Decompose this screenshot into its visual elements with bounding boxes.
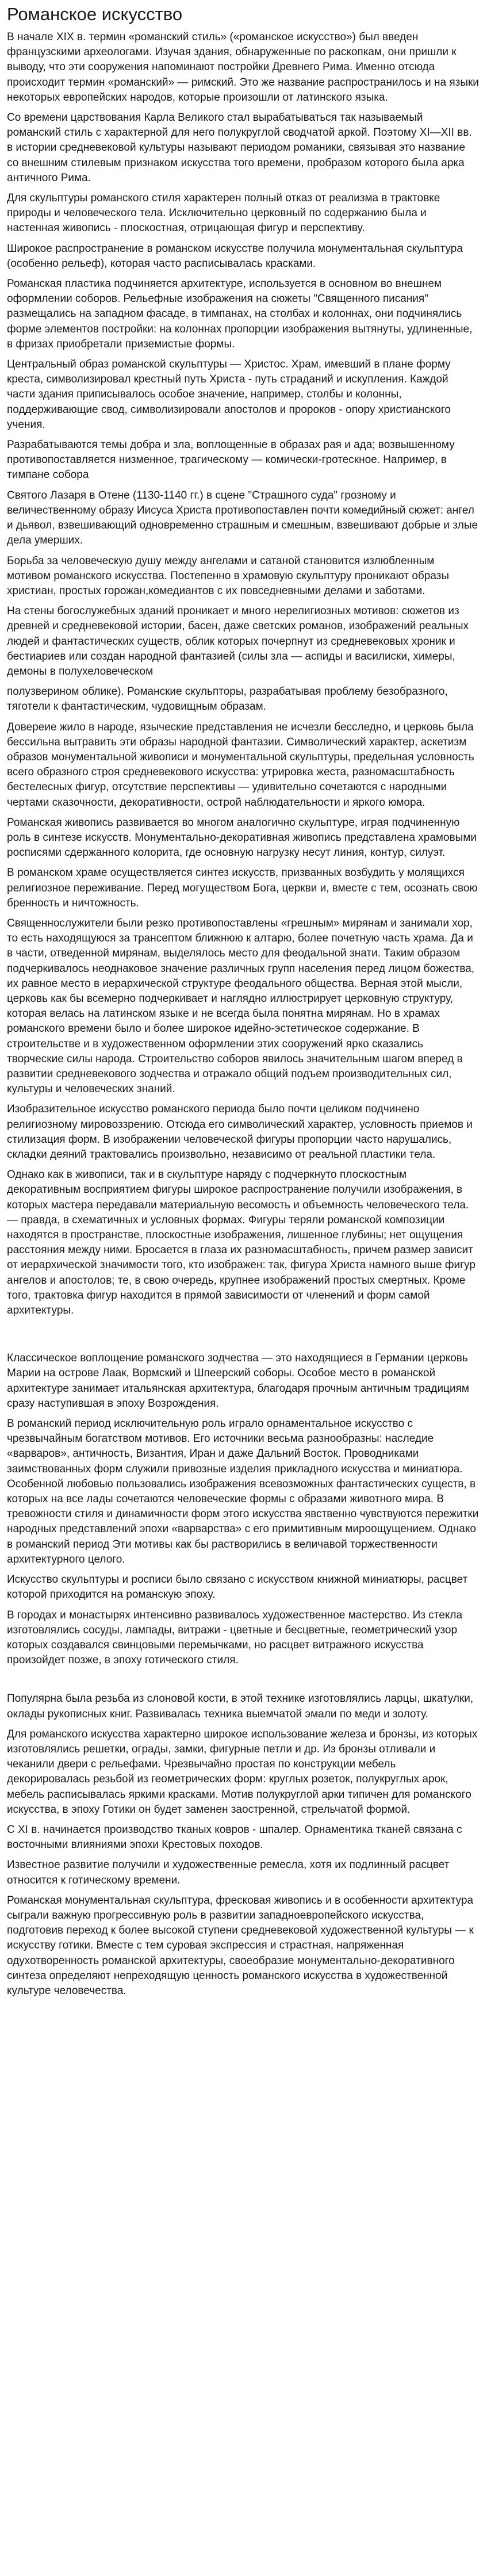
- paragraph: Изобразительное искусство романского периода было почти целиком подчинено религиозному мировоззрению. Отсюда его символический характер, условность приемов и стилизация форм. В изображении человеческой фигуры пропорции часто нарушались, складки деяний трактовались произвольно, независимо от реальной пластики тела.: [7, 1103, 473, 1161]
- section-architecture: [7, 1351, 479, 1668]
- paragraph: Однако как в живописи, так и в скульптуре наряду с подчеркнуто плоскостным декоративным восприятием фигуры широкое распространение получили изображения, в которых мастера передавали материальную весомость и объемность человеческого тела.— правда, в схематичных и условных формах. Фигуры теряли романской композиции находятся в пространстве, плоскостные изображения, лишенное глубины; нет ощущения расстояния между ними. Бросается в глаза их разномасштабность, причем размер зависит от иерархической значимости того, кто изображен: так, фигура Христа намного выше фигур ангелов и апостолов; те, в свою очередь, крупнее изображений простых смертных. Кроме того, трактовка фигур находится в прямой зависимости от членений и форм самой архитектуры.: [7, 1169, 476, 1317]
- section-spacer: [7, 1673, 479, 1691]
- paragraph: С XI в. начинается производство тканых ковров - шпалер. Орнаментика тканей связана с восточными влияниями эпохи Крестовых походов.: [7, 1823, 462, 1851]
- page-title: Романское искусство: [7, 4, 183, 24]
- paragraph: Классическое воплощение романского зодчества — это находящиеся в Германии церковь Марии на острове Лаак, Вормский и Шпеерский соборы. Особое место в романской архитектуре занимает итальянская архитектура, благодаря прочным античным традициям сразу наступившая в эпоху Возрождения.: [7, 1352, 469, 1410]
- paragraph: Со времени царствования Карла Великого стал вырабатываться так называемый романский стиль с характерной для него полукруглой сводчатой аркой. Поэтому XI—XII вв. в истории средневековой культуры называют периодом романики, связывая это название со внешним стилевым признаком искусства того времени, пробразом которого была арка античного Рима.: [7, 112, 472, 184]
- paragraph: Священнослужители были резко противопоставлены «грешным» мирянам и занимали хор, то есть находящуюся за трансептом ближнюю к алтарю, более почетную часть храма. Да и в части, отведенной мирянам, выделялось место для феодальной знати. Таким образом подчеркивалось неоднаковое значение различных групп населения перед лицом божества, их равное место в иерархической структуре феодального общества. Верная этой мысли, церковь как бы всемерно подчеркивает и наглядно иллюстрирует церковную структуру, которая велась на латинском языке и не всегда была понятна мирянам. Но в храмах романского времени было и более широкое идейно-эстетическое содержание. В строительстве и в художественном оформлении этих сооружений ярко сказались творческие силы народа. Строительство соборов явилось значительным шагом вперед в развитии средневекового зодчества и отражало общий подъем производительных сил, культуры и человеческих знаний.: [7, 917, 475, 1096]
- paragraph: Романская живопись развивается во многом аналогично скульптуре, играя подчиненную роль в синтезе искусств. Монументально-декоративная живопись представлена храмовыми росписями сдержанного колорита, где основную нагрузку несут линия, контур, силуэт.: [7, 816, 477, 859]
- paragraph: Известное развитие получили и художественные ремесла, хотя их подлинный расцвет относится к готическому времени.: [7, 1859, 450, 1886]
- paragraph: Для скульптуры романского стиля характерен полный отказ от реализма в трактовке природы и человеческого тела. Исключительно церковный по содержанию была и настенная живопись - плоскостная, отрицающая фигур и перспективу.: [7, 192, 440, 235]
- paragraph: Святого Лазаря в Отене (1130-1140 гг.) в сцене "Страшного суда" грозному и величественному образу Иисуса Христа противопоставлен почти комедийный сюжет: ангел и дьявол, взвешивающий одновременно страшным и смешным, взвешивают добрые и злые дела умерших.: [7, 489, 478, 547]
- paragraph: Романская монументальная скульптура, фресковая живопись и в особенности архитектура сыграли важную прогрессивную роль в развитии западноевропейского искусства, подготовив переход к более высокой ступени средневековой художественной культуры — к искусству готики. Вместе с тем суровая экспрессия и страстная, напряженная одухотворенность романской архитектуры, своеобразие монументально-декоративного синтеза определяют непреходящую ценность романского искусства в художественной культуре человечества.: [7, 1894, 474, 1997]
- paragraph: Популярна была резьба из слоновой кости, в этой технике изготовлялись ларцы, шкатулки, оклады рукописных книг. Развивалась техника выемчатой эмали по меди и золоту.: [7, 1693, 474, 1720]
- paragraph: В романском храме осуществляется синтез искусств, призванных возбудить у молящихся религиозное переживание. Перед могуществом Бога, церкви и, вместе с тем, осознать свою бренность и ничтожность.: [7, 867, 478, 909]
- section-main: [7, 30, 479, 1318]
- paragraph: Борьба за человеческую душу между ангелами и сатаной становится излюбленным мотивом романского искусства. Постепенно в храмовую скульптуру проникают образы христиан, простых горожан,комедиантов с их повседневными делами и заботами.: [7, 554, 450, 597]
- paragraph: Разрабатываются темы добра и зла, воплощенные в образах рая и ада; возвышенному противопоставляется низменное, трагическому — комически-гротескное. Например, в тимпане собора: [7, 439, 455, 481]
- paragraph: полузверином облике). Романские скульпторы, разрабатывая проблему безобразного, тяготели к фантастическим, чудовищным образам.: [7, 686, 448, 713]
- paragraph: Широкое распространение в романском искусстве получила монументальная скульптура (особенно рельеф), которая часто расписывалась красками.: [7, 242, 463, 270]
- paragraph: Для романского искусства характерно широкое использование железа и бронзы, из которых изготовлялись решетки, ограды, замки, фигурные петли и др. Из бронзы отливали и чеканили двери с рельефами. Чрезвычайно простая по конструкции мебель декорировалась резьбой из геометрических форм: круглых розеток, полукруглых арок, мебель расписывалась яркими красками. Мотив полукруглой арки типичен для романского искусства, в эпоху Готики он будет заменен заостренной, стрельчатой формой.: [7, 1728, 478, 1816]
- section-crafts: [7, 1691, 479, 1999]
- paragraph: Центральный образ романской скульптуры — Христос. Храм, имевший в плане форму креста, символизировал крестный путь Христа - путь страданий и искупления. Каждой части здания приписывалось особое значение, например, столбы и колонны, поддерживающие свод, символизировали апостолов и пророков - опору христианского учения.: [7, 358, 451, 431]
- paragraph: В романский период исключительную роль играло орнаментальное искусство с чрезвычайным богатством мотивов. Его источники весьма разнообразны: наследие «варваров», античность, Византия, Иран и даже Дальний Восток. Проводниками заимствованных форм служили привозные изделия прикладного искусства и миниатюра. Особенной любовью пользовались изображения всевозможных фантастических существ, в которых на все лады сочетаются человеческие формы с образами животного мира. В тревожности стиля и динамичности форм этого искусства явственно чувствуются пережитки народных представлений эпохи «варварства» с его примитивным мироощущением. Однако в романский период Эти мотивы как бы растворились в величавой торжественности архитектурного целого.: [7, 1418, 479, 1565]
- paragraph: В городах и монастырях интенсивно развивалось художественное мастерство. Из стекла изготовлялись сосуды, лампады, витражи - цветные и бесцветные, геометрический узор которых создавался свинцовыми перемычками, но расцвет витражного искусства произойдет позже, в эпоху готического стиля.: [7, 1609, 463, 1667]
- paragraph: Романская пластика подчиняется архитектуре, используется в основном во внешнем оформлении соборов. Рельефные изображения на сюжеты "Священного писания" размещались на западном фасаде, в тимпанах, на столбах и колоннах, они подчинялись форме элементов постройки: на колоннах пропорции изображения вытянуты, удлиненные, в фризах приобретали приземистые формы.: [7, 278, 473, 350]
- paragraph: Довереие жило в народе, языческие представления не исчезли бесследно, и церковь была бессильна вытравить эти образы народной фантазии. Символический характер, аскетизм образов монументальной живописи и монументальной скульптуры, предельная условность всего образного строя средневекового искусства: утрировка жеста, разномасштабность бестелесных фигур, отсутствие перспективы — удивительно сочетаются с народными чертами сказочности, декоративности, острой наблюдательности и яркого юмора.: [7, 721, 474, 809]
- paragraph: В начале XIX в. термин «романский стиль» («романское искусство») был введен французскими археологами. Изучая здания, обнаруженные по раскопкам, они пришли к выводу, что эти сооружения напоминают постройки Древнего Рима. Именно отсюда происходит термин «романский» — римский. Это же название распространилось и на языки некоторых европейских народов, которые произошли от латинского языка.: [7, 31, 479, 104]
- paragraph: На стены богослужебных зданий проникает и много нерелигиозных мотивов: сюжетов из древней и средневековой истории, басен, даже светских романов, изображений реальных людей и фантастических существ, облик которых почерпнут из средневековых хроник и бестиариев или создан народной фантазией (силы зла — аспиды и василиски, химеры, демоны в полухеловеческом: [7, 605, 469, 678]
- paragraph: Искусство скульптуры и росписи было связано с искусством книжной миниатюры, расцвет которой приходится на романскую эпоху.: [7, 1574, 468, 1601]
- section-spacer: [7, 1323, 479, 1351]
